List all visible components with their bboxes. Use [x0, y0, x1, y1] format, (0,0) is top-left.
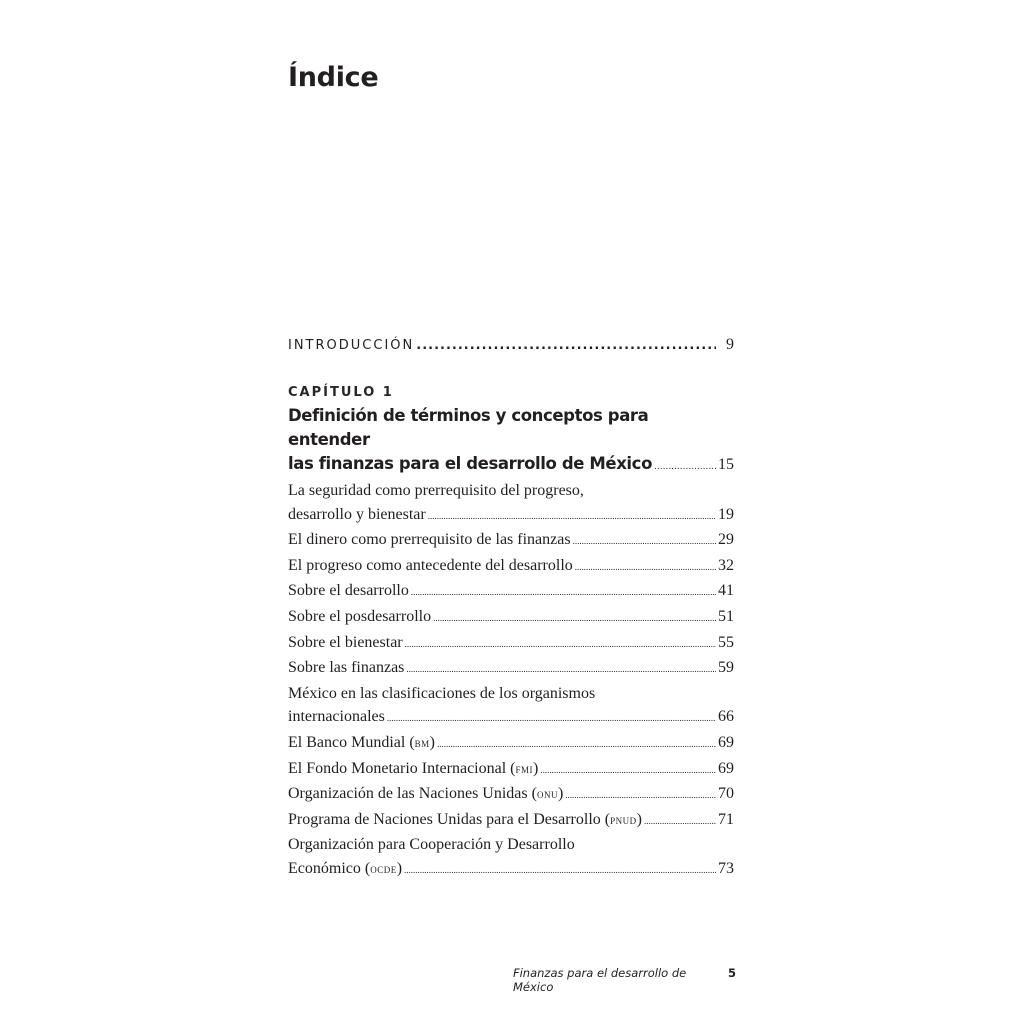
chapter-title-line-2: las finanzas para el desarrollo de México	[288, 454, 653, 473]
table-of-contents	[288, 336, 734, 883]
dot-leader	[405, 633, 716, 657]
toc-entry-text: El progreso como antecedente del desarrollo	[288, 556, 573, 574]
toc-entry-row	[288, 631, 734, 657]
toc-entry-row	[288, 554, 734, 580]
toc-entry	[288, 554, 734, 580]
chapter-title-line-2-row	[288, 452, 734, 479]
dot-leader	[406, 658, 716, 682]
toc-entry-page: 29	[718, 531, 734, 549]
toc-intro-entry	[288, 336, 734, 360]
toc-entry	[288, 631, 734, 657]
toc-entry-row	[288, 656, 734, 682]
dot-leader	[416, 338, 716, 353]
toc-entry-row	[288, 808, 734, 834]
dot-leader	[387, 707, 716, 731]
toc-entry-line-1: Organización para Cooperación y Desarrollo	[288, 836, 575, 854]
toc-entry	[288, 731, 734, 757]
toc-entry-page: 55	[718, 633, 734, 651]
toc-entry-abbreviation: bm	[414, 734, 430, 750]
toc-entry	[288, 833, 734, 882]
dot-leader	[575, 556, 716, 580]
toc-entry-row	[288, 731, 734, 757]
toc-entry	[288, 782, 734, 808]
chapter-label: CAPÍTULO 1	[288, 385, 394, 400]
toc-entry-text: Programa de Naciones Unidas para el Desarrollo	[288, 810, 601, 828]
chapter-title	[288, 404, 734, 479]
toc-entry-text: Sobre el bienestar	[288, 633, 403, 651]
toc-entry-row	[288, 503, 734, 529]
toc-entry-page: 19	[718, 505, 734, 523]
toc-entry-text-group: Económico (ocde)	[288, 859, 403, 877]
toc-entry-page: 41	[718, 582, 734, 600]
toc-entry-row	[288, 757, 734, 783]
page-footer	[513, 966, 736, 994]
toc-entry-row	[288, 579, 734, 605]
toc-entry-page: 70	[718, 785, 734, 803]
toc-entry-row	[288, 605, 734, 631]
toc-entry-abbreviation: ocde	[370, 860, 397, 876]
toc-entry-line-2: Económico	[288, 859, 361, 877]
toc-entry-line-1: México en las clasificaciones de los organismos	[288, 684, 596, 702]
toc-entry-abbreviation: fmi	[515, 760, 534, 776]
toc-entry-row	[288, 705, 734, 731]
toc-entry-row	[288, 857, 734, 883]
toc-entry	[288, 656, 734, 682]
page-title: Índice	[288, 62, 379, 94]
toc-entry-text: Sobre el desarrollo	[288, 582, 409, 600]
toc-entry-page: 73	[718, 859, 734, 877]
toc-entry-abbreviation: pnud	[610, 811, 637, 827]
toc-entry-row	[288, 528, 734, 554]
toc-entry-text: El dinero como prerrequisito de las finanzas	[288, 531, 571, 549]
toc-entry-text: Organización de las Naciones Unidas	[288, 785, 528, 803]
toc-entry-text-group: Programa de Naciones Unidas para el Desarrollo (pnud)	[288, 810, 642, 828]
toc-entry-line-1: La seguridad como prerrequisito del progreso,	[288, 482, 584, 499]
dot-leader	[437, 733, 716, 757]
toc-entry	[288, 605, 734, 631]
toc-entry	[288, 757, 734, 783]
dot-leader	[404, 859, 716, 883]
chapter-page-number: 15	[718, 456, 734, 473]
toc-entry	[288, 808, 734, 834]
dot-leader	[428, 505, 716, 529]
toc-entry-row	[288, 782, 734, 808]
toc-entry-page: 59	[718, 659, 734, 677]
toc-entry-text: Sobre las finanzas	[288, 659, 405, 677]
toc-entry-text: El Banco Mundial	[288, 733, 406, 751]
running-title: Finanzas para el desarrollo de México	[513, 966, 687, 994]
toc-entry-page: 66	[718, 708, 734, 726]
dot-leader	[644, 810, 716, 834]
toc-entry-page: 71	[718, 810, 734, 828]
toc-entry-page: 69	[718, 733, 734, 751]
toc-entry-line-2: internacionales	[288, 708, 385, 726]
dot-leader	[411, 581, 716, 605]
toc-entry-text-group: El Fondo Monetario Internacional (fmi)	[288, 759, 539, 777]
dot-leader	[565, 784, 716, 808]
dot-leader	[540, 759, 716, 783]
intro-page-number: 9	[726, 336, 734, 353]
toc-entry-text-group: Organización de las Naciones Unidas (onu)	[288, 785, 564, 803]
toc-entry	[288, 528, 734, 554]
toc-entry-abbreviation: onu	[536, 786, 558, 802]
toc-entry-page: 32	[718, 556, 734, 574]
toc-entry	[288, 579, 734, 605]
dot-leader	[573, 530, 716, 554]
toc-entry-page: 69	[718, 759, 734, 777]
page-number: 5	[727, 966, 736, 980]
toc-entry-page: 51	[718, 607, 734, 625]
intro-label: INTRODUCCIÓN	[288, 338, 415, 353]
toc-entry-line-2: desarrollo y bienestar	[288, 505, 426, 523]
toc-entry-text: Sobre el posdesarrollo	[288, 607, 432, 625]
dot-leader	[654, 455, 716, 479]
toc-entry	[288, 682, 734, 731]
dot-leader	[433, 607, 716, 631]
toc-entry	[288, 479, 734, 528]
chapter-title-line-1: Definición de términos y conceptos para entender	[288, 406, 649, 449]
toc-entry-text-group: El Banco Mundial (bm)	[288, 733, 435, 751]
toc-entry-text: El Fondo Monetario Internacional	[288, 759, 507, 777]
